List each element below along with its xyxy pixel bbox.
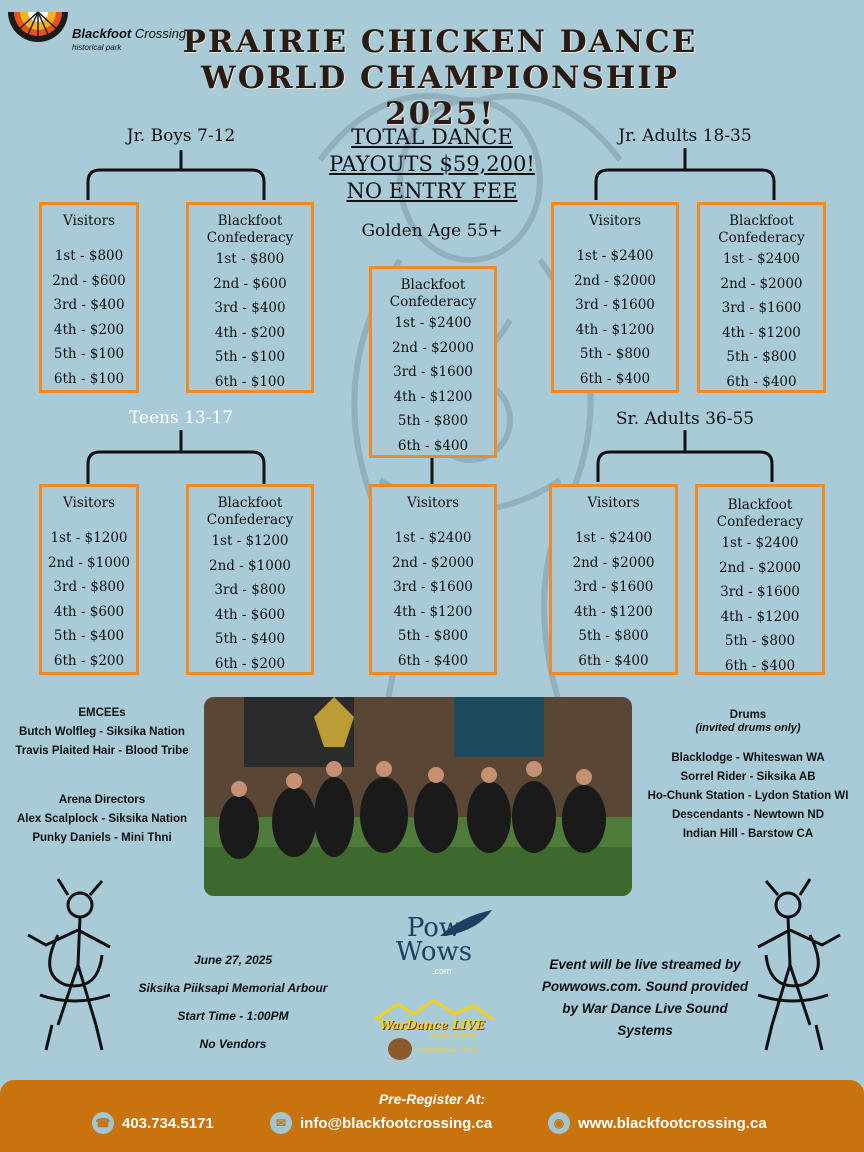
prize-row: 2nd - $1000 <box>47 554 130 571</box>
sr-adults-visitors-box: Visitors 1st - $2400 2nd - $2000 3rd - $1600 4th - $1200 5th - $800 6th - $400 <box>549 484 678 675</box>
mountain-icon <box>374 1000 494 1020</box>
winners-group-photo <box>204 697 632 896</box>
prize-row: 4th - $600 <box>214 606 286 623</box>
envelope-icon: ✉ <box>270 1112 292 1134</box>
prize-row: 4th - $200 <box>53 321 125 338</box>
category-teens: Teens 13-17 <box>128 408 234 428</box>
website-link[interactable]: ◉ www.blackfootcrossing.ca <box>548 1110 767 1136</box>
prize-row: 2nd - $2000 <box>572 554 655 571</box>
prize-row: 3rd - $800 <box>214 582 286 598</box>
prize-row: 1st - $2400 <box>721 535 799 551</box>
email-link[interactable]: ✉ info@blackfootcrossing.ca <box>270 1110 492 1136</box>
prize-row: 2nd - $600 <box>52 272 126 289</box>
prize-row: 1st - $800 <box>215 251 285 267</box>
prize-row: 5th - $800 <box>724 633 796 649</box>
footer-bar <box>0 1080 864 1152</box>
prize-row: 1st - $1200 <box>50 530 128 546</box>
prize-row: 4th - $1200 <box>720 608 800 625</box>
sr-adults-confederacy-box: Blackfoot Confederacy 1st - $2400 2nd - $2000 3rd - $1600 4th - $1200 5th - $800 6th - $400 <box>695 484 825 675</box>
prize-row: 5th - $400 <box>53 628 125 644</box>
prize-row: 5th - $800 <box>397 413 469 429</box>
title-line-2: WORLD CHAMPIONSHIP 2025! <box>200 60 680 132</box>
drums-section: Drums (invited drums only) Blacklodge - Whiteswan WA Sorrel Rider - Siksika AB Ho-Chunk Station - Lydon Station WI Descendants - Newtown ND Indian Hill - Barstow CA <box>647 709 849 840</box>
globe-icon: ◉ <box>548 1112 570 1134</box>
prize-row: 5th - $100 <box>53 346 125 362</box>
prize-row: 6th - $100 <box>53 370 125 387</box>
arena-directors-section: Arena Directors Alex Scalplock - Siksika Nation Punky Daniels - Mini Thni <box>16 794 187 844</box>
prize-row: 4th - $1200 <box>722 324 801 341</box>
total-payout-heading: TOTAL DANCE PAYOUTS $59,200! NO ENTRY FEE <box>329 125 535 203</box>
jr-boys-confederacy-box: Blackfoot Confederacy 1st - $800 2nd - $600 3rd - $400 4th - $200 5th - $100 6th - $100 <box>186 202 314 393</box>
prize-row: 1st - $2400 <box>394 315 472 331</box>
powwows-logo[interactable]: Pow Wows .com <box>372 908 496 980</box>
golden-age-visitors-box: Visitors 1st - $2400 2nd - $2000 3rd - $1600 4th - $1200 5th - $800 6th - $400 <box>369 484 497 675</box>
prize-row: 2nd - $2000 <box>391 554 474 571</box>
wardance-live-logo[interactable]: WarDance LIVE Sound Systems Flagstaff, AZ, USA <box>368 1000 496 1068</box>
prize-row: 3rd - $400 <box>214 300 286 316</box>
prize-row: 1st - $800 <box>54 248 124 264</box>
prize-row: 6th - $400 <box>397 652 469 669</box>
prize-row: 2nd - $2000 <box>573 272 656 289</box>
prize-row: 2nd - $600 <box>213 275 287 292</box>
teens-visitors-box: Visitors 1st - $1200 2nd - $1000 3rd - $800 4th - $600 5th - $400 6th - $200 <box>39 484 139 675</box>
prize-row: 1st - $2400 <box>394 530 472 546</box>
prize-row: 1st - $2400 <box>722 251 801 267</box>
drum-icon <box>388 1038 412 1060</box>
phone-icon: ☎ <box>92 1112 114 1134</box>
emcees-section: EMCEEs Butch Wolfleg - Siksika Nation Travis Plaited Hair - Blood Tribe <box>15 707 189 757</box>
prize-row: 1st - $1200 <box>211 533 289 549</box>
prize-row: 2nd - $1000 <box>208 557 291 574</box>
prize-row: 2nd - $2000 <box>391 339 474 356</box>
category-golden-age: Golden Age 55+ <box>361 221 503 241</box>
prize-row: 6th - $200 <box>53 652 125 669</box>
prize-row: 6th - $200 <box>214 655 286 672</box>
category-jr-boys: Jr. Boys 7-12 <box>126 126 236 146</box>
jr-adults-visitors-box: Visitors 1st - $2400 2nd - $2000 3rd - $1600 4th - $1200 5th - $800 6th - $400 <box>551 202 679 393</box>
jr-adults-confederacy-box: Blackfoot Confederacy 1st - $2400 2nd - $2000 3rd - $1600 4th - $1200 5th - $800 6th - $400 <box>697 202 826 393</box>
prize-row: 3rd - $1600 <box>575 297 655 313</box>
prize-row: 3rd - $1600 <box>393 579 473 595</box>
prize-row: 3rd - $400 <box>53 297 125 313</box>
prize-row: 4th - $200 <box>214 324 286 341</box>
prize-row: 4th - $1200 <box>393 603 473 620</box>
prize-row: 6th - $400 <box>724 657 796 674</box>
prize-row: 1st - $2400 <box>574 530 653 546</box>
phone-link[interactable]: ☎ 403.734.5171 <box>92 1110 214 1136</box>
prize-row: 6th - $400 <box>726 373 797 390</box>
prize-row: 5th - $800 <box>726 349 797 365</box>
title-line-1: PRAIRIE CHICKEN DANCE <box>182 24 698 60</box>
stream-info: Event will be live streamed by Powwows.com. Sound provided by War Dance Live Sound Systems <box>541 957 749 1038</box>
pre-register-label: Pre-Register At: <box>378 1091 486 1107</box>
logo-name: Blackfoot Crossing <box>72 26 187 41</box>
prize-row: 4th - $600 <box>53 603 125 620</box>
prize-row: 3rd - $1600 <box>720 584 800 600</box>
prize-row: 4th - $1200 <box>574 603 653 620</box>
prize-row: 4th - $1200 <box>575 321 655 338</box>
event-details: June 27, 2025 Siksika Piiksapi Memorial Arbour Start Time - 1:00PM No Vendors <box>138 953 328 1051</box>
prize-row: 6th - $400 <box>579 370 651 387</box>
prize-row: 5th - $800 <box>578 628 649 644</box>
prize-row: 2nd - $2000 <box>720 275 803 292</box>
prize-row: 3rd - $1600 <box>393 364 473 380</box>
golden-age-confederacy-box: Blackfoot Confederacy 1st - $2400 2nd - $2000 3rd - $1600 4th - $1200 5th - $800 6th - $400 <box>369 266 497 458</box>
prize-row: 3rd - $1600 <box>721 300 802 316</box>
prize-row: 5th - $800 <box>397 628 469 644</box>
jr-boys-visitors-box: Visitors 1st - $800 2nd - $600 3rd - $400 4th - $200 5th - $100 6th - $100 <box>39 202 139 393</box>
category-jr-adults: Jr. Adults 18-35 <box>618 126 752 146</box>
prize-row: 5th - $100 <box>214 349 286 365</box>
prize-row: 6th - $400 <box>578 652 649 669</box>
prize-row: 2nd - $2000 <box>718 559 801 576</box>
teens-confederacy-box: Blackfoot Confederacy 1st - $1200 2nd - $1000 3rd - $800 4th - $600 5th - $400 6th - $200 <box>186 484 314 675</box>
logo-subtitle: historical park <box>72 43 122 52</box>
prize-row: 5th - $800 <box>579 346 651 362</box>
prize-row: 5th - $400 <box>214 631 286 647</box>
prize-row: 1st - $2400 <box>576 248 654 264</box>
prize-row: 4th - $1200 <box>393 388 473 405</box>
prize-row: 6th - $100 <box>214 373 286 390</box>
prize-row: 6th - $400 <box>397 437 469 454</box>
category-sr-adults: Sr. Adults 36-55 <box>615 409 755 429</box>
prize-row: 3rd - $1600 <box>573 579 654 595</box>
prize-row: 3rd - $800 <box>53 579 125 595</box>
